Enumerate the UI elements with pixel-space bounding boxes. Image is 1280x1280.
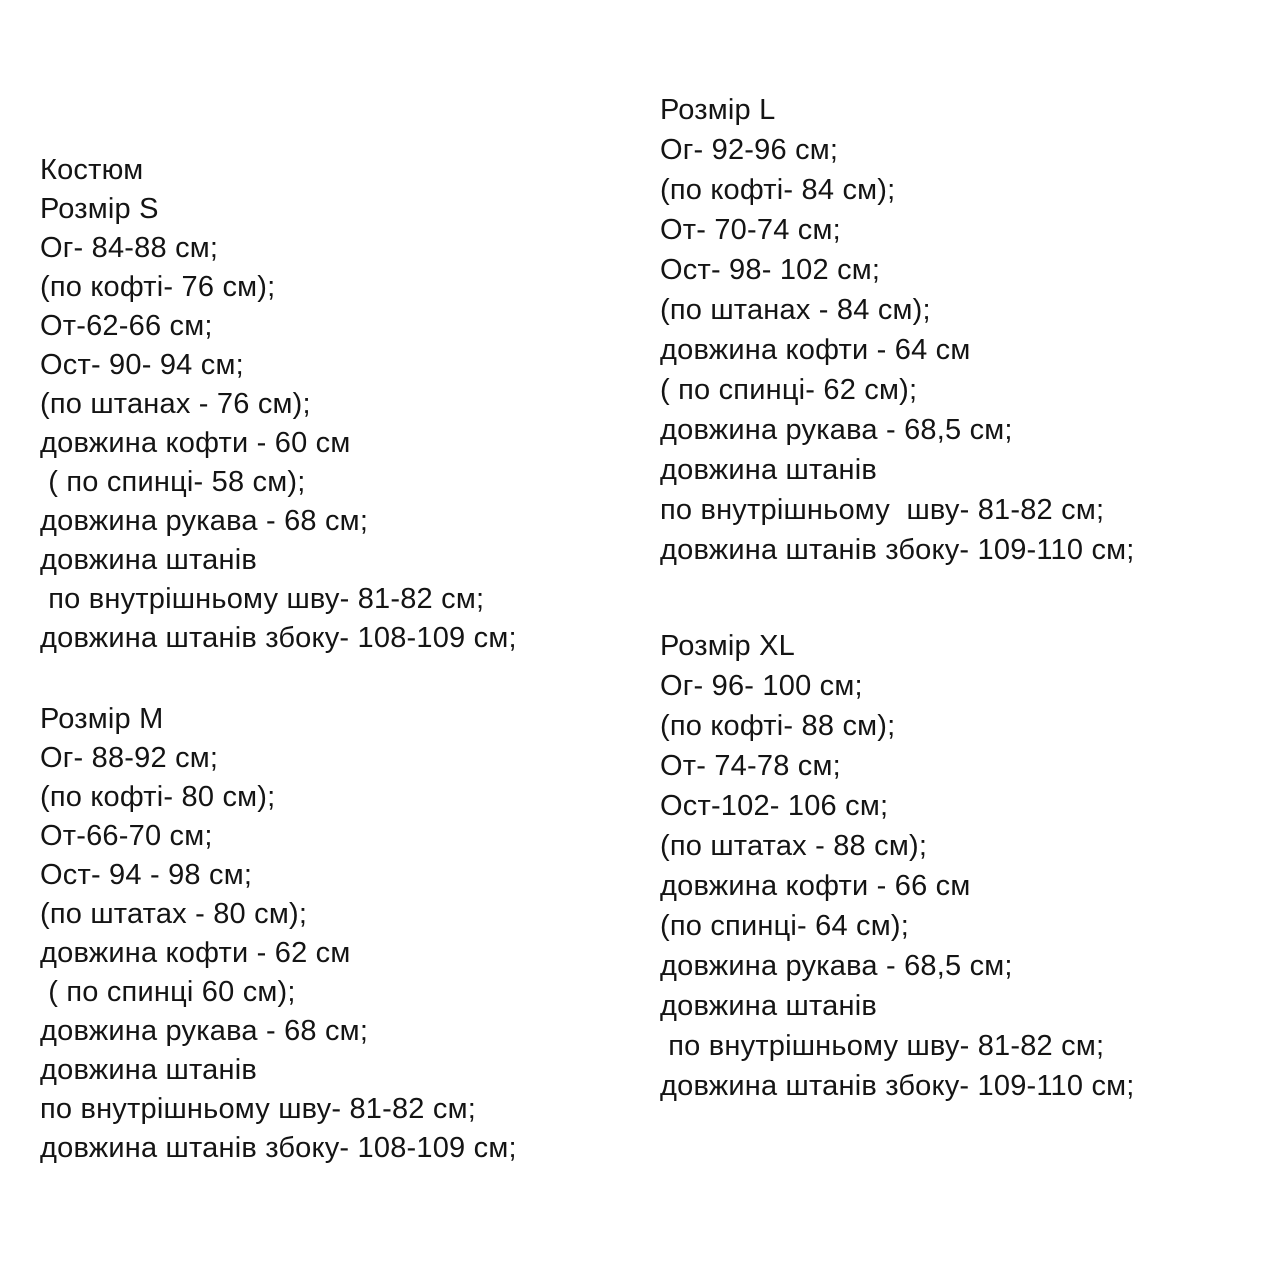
- size-m-line: довжина штанів збоку- 108-109 см;: [40, 1132, 517, 1164]
- size-l-line: ( по спинці- 62 см);: [660, 374, 918, 406]
- size-l-line: (по кофті- 84 см);: [660, 174, 896, 206]
- size-m-line: ( по спинці 60 см);: [40, 976, 296, 1008]
- size-xl-line: Ог- 96- 100 см;: [660, 670, 863, 702]
- size-m-line: довжина штанів: [40, 1054, 257, 1086]
- size-m-line: (по кофті- 80 см);: [40, 781, 276, 813]
- size-xl-line: Ост-102- 106 см;: [660, 790, 889, 822]
- size-m-line: (по штатах - 80 см);: [40, 898, 308, 930]
- document-title: Костюм: [40, 154, 144, 186]
- size-s-heading: Розмір S: [40, 193, 159, 225]
- size-l-line: по внутрішньому шву- 81-82 см;: [660, 494, 1105, 526]
- size-s-line: довжина штанів: [40, 544, 257, 576]
- size-s-line: довжина кофти - 60 см: [40, 427, 351, 459]
- size-m-line: Ост- 94 - 98 см;: [40, 859, 253, 891]
- size-l-line: Ог- 92-96 см;: [660, 134, 839, 166]
- size-xl-heading: Розмір XL: [660, 630, 796, 662]
- size-s-line: довжина рукава - 68 см;: [40, 505, 369, 537]
- size-l-line: Ост- 98- 102 см;: [660, 254, 881, 286]
- size-s-line: ( по спинці- 58 см);: [40, 466, 306, 498]
- size-s-line: (по кофті- 76 см);: [40, 271, 276, 303]
- size-s-line: (по штанах - 76 см);: [40, 388, 311, 420]
- size-s-line: по внутрішньому шву- 81-82 см;: [40, 583, 485, 615]
- size-l-line: (по штанах - 84 см);: [660, 294, 931, 326]
- size-l-line: довжина рукава - 68,5 см;: [660, 414, 1013, 446]
- size-m-line: От-66-70 см;: [40, 820, 213, 852]
- size-xl-line: От- 74-78 см;: [660, 750, 841, 782]
- size-m-line: довжина рукава - 68 см;: [40, 1015, 369, 1047]
- size-l-line: довжина штанів збоку- 109-110 см;: [660, 534, 1135, 566]
- size-s-line: От-62-66 см;: [40, 310, 213, 342]
- size-l-line: От- 70-74 см;: [660, 214, 841, 246]
- size-m-line: по внутрішньому шву- 81-82 см;: [40, 1093, 476, 1125]
- size-s-line: Ост- 90- 94 см;: [40, 349, 244, 381]
- size-xl-line: довжина рукава - 68,5 см;: [660, 950, 1013, 982]
- size-s-line: довжина штанів збоку- 108-109 см;: [40, 622, 517, 654]
- size-xl-line: довжина штанів: [660, 990, 877, 1022]
- size-l-heading: Розмір L: [660, 94, 776, 126]
- size-l-line: довжина кофти - 64 см: [660, 334, 971, 366]
- size-xl-line: довжина штанів збоку- 109-110 см;: [660, 1070, 1135, 1102]
- size-m-heading: Розмір M: [40, 703, 164, 735]
- size-m-line: довжина кофти - 62 см: [40, 937, 351, 969]
- size-s-line: Ог- 84-88 см;: [40, 232, 219, 264]
- size-xl-line: (по штатах - 88 см);: [660, 830, 928, 862]
- size-xl-line: (по спинці- 64 см);: [660, 910, 909, 942]
- size-m-line: Ог- 88-92 см;: [40, 742, 219, 774]
- size-xl-line: (по кофті- 88 см);: [660, 710, 896, 742]
- size-l-line: довжина штанів: [660, 454, 877, 486]
- size-xl-line: по внутрішньому шву- 81-82 см;: [660, 1030, 1105, 1062]
- size-xl-line: довжина кофти - 66 см: [660, 870, 971, 902]
